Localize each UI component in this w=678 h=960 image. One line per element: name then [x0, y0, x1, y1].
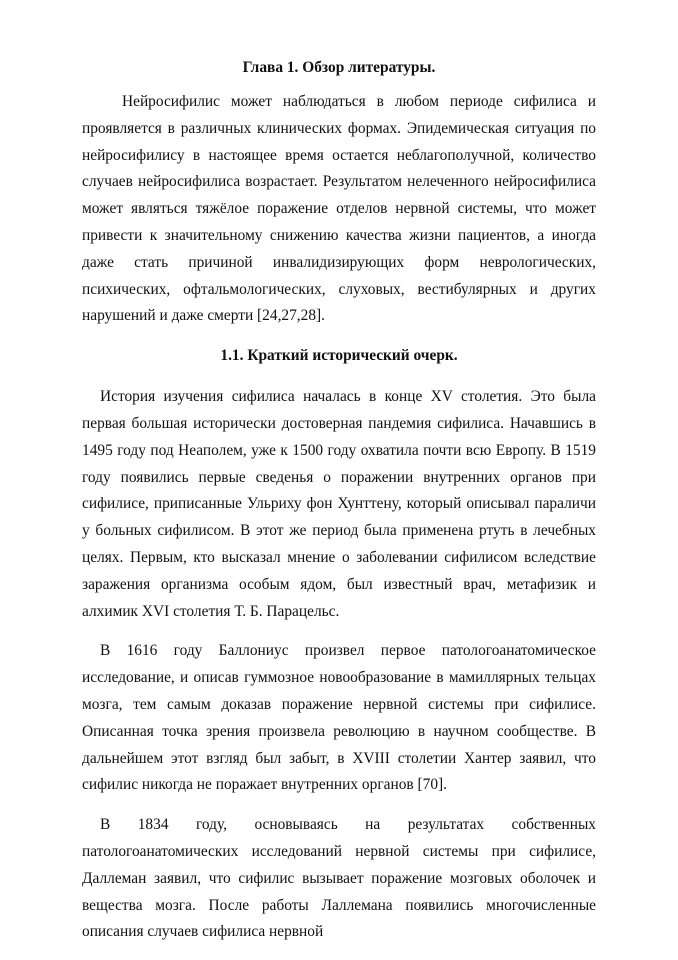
paragraph-lalleman: В 1834 году, основываясь на результатах собственных патологоанатомических исследований нервной системы при сифилисе, Даллеман заявил, что сифилис вызывает поражение мозговых оболочек и вещества мозга. После работы Лаллемана появились многочисленные описания случаев сифилиса нервной [82, 816, 596, 941]
chapter-title: Глава 1. Обзор литературы. [242, 59, 436, 76]
paragraph-history: История изучения сифилиса началась в конце XV столетия. Это была первая большая исторически достоверная пандемия сифилиса. Начавшись в 1495 году под Неаполем, уже к 1500 году охватила почти всю Европу. В 1519 году появились первые сведенья о поражении внутренних органов при сифилисе, приписанные Ульриху фон Хунттену, который описывал параличи у больных сифилисом. В этот же период была применена ртуть в лечебных целях. Первым, кто высказал мнение о заболевании сифилисом вследствие заражения организма особым ядом, был известный врач, метафизик и алхимик XVI столетия Т. Б. Парацельс. [82, 388, 596, 620]
intro-paragraph: Нейросифилис может наблюдаться в любом периоде сифилиса и проявляется в различных клинических формах. Эпидемическая ситуация по нейросифилису в настоящее время остается неблагополучной, количество случаев нейросифилиса возрастает. Результатом нелеченного нейросифилиса может являться тяжёлое поражение отделов нервной системы, что может привести к значительному снижению качества жизни пациентов, а иногда даже стать причиной инвалидизирующих форм неврологических, психических, офтальмологических, слуховых, вестибулярных и других нарушений и даже смерти [24,27,28]. [82, 93, 596, 325]
paragraph-ballonius: В 1616 году Баллониус произвел первое патологоанатомическое исследование, и описав гуммозное новообразование в мамиллярных тельцах мозга, тем самым доказав поражение нервной системы при сифилисе. Описанная точка зрения произвела революцию в научном сообществе. В дальнейшем этот взгляд был забыт, в XVIII столетии Хантер заявил, что сифилис никогда не поражает внутренних органов [70]. [82, 642, 596, 794]
document-page [82, 58, 596, 946]
section-title: 1.1. Краткий исторический очерк. [220, 347, 458, 365]
